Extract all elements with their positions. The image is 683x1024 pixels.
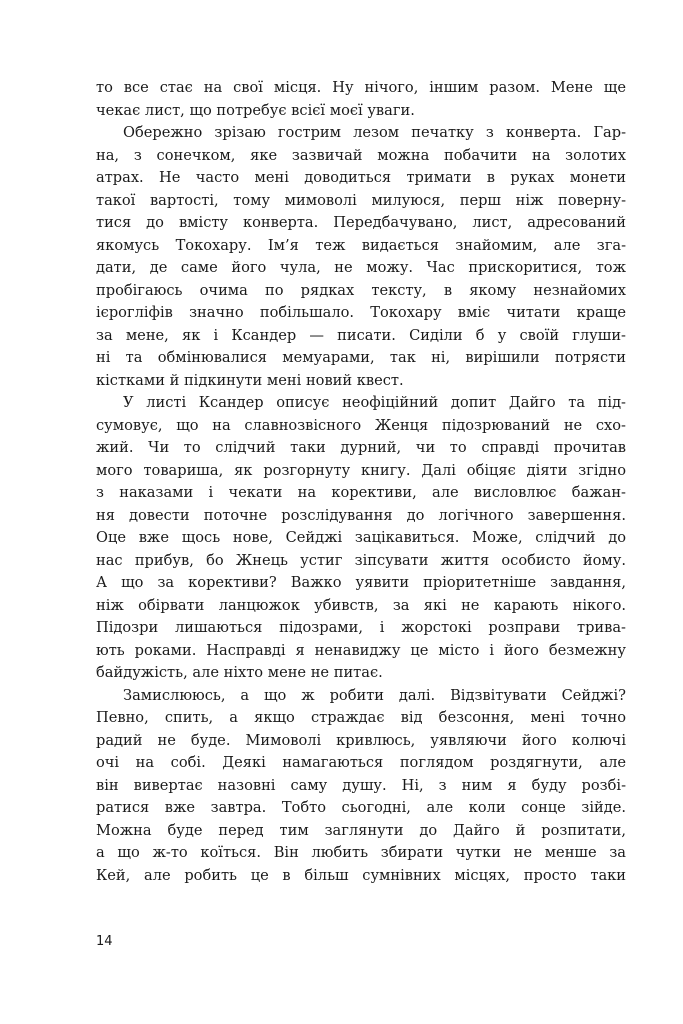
text-line: кістками й підкинути мені новий квест. [96,371,404,389]
text-line: Замислююсь, а що ж робити далі. Відзвітувати Сейджі? [123,686,626,704]
text-line: ратися вже завтра. Тобто сьогодні, але коли сонце зійде. [96,799,626,816]
page-body [96,77,626,887]
text-line: то все стає на свої місця. Ну нічого, іншим разом. Мене ще [96,79,626,96]
text-line: сумовує, що на славнозвісного Женця підозрюваний не схо- [96,416,626,434]
text-line: тися до вмісту конверта. Передбачувано, лист, адресований [96,214,626,231]
text-line: за мене, як і Ксандер — писати. Сиділи б у своїй глуши- [96,326,626,344]
text-line: Підозри лишаються підозрами, і жорстокі розправи трива- [96,619,626,636]
text-line: ієрогліфів значно побільшало. Токохару вміє читати краще [96,304,626,321]
text-line: такої вартості, тому мимоволі милуюся, перш ніж поверну- [96,191,626,209]
text-line: якомусь Токохару. Ім’я теж видається знайомим, але зга- [96,236,626,254]
text-line: У листі Ксандер описує неофіційний допит Дайго та під- [123,394,626,411]
text-line: ють роками. Насправді я ненавиджу це місто і його безмежну [96,641,626,659]
text-line: ні та обмінювалися мемуарами, так ні, вирішили потрясти [96,349,626,366]
text-line: на, з сонечком, яке зазвичай можна побачити на золотих [96,146,626,164]
text-line: жий. Чи то слідчий таки дурний, чи то справді прочитав [96,439,626,456]
text-line: з наказами і чекати на корективи, але висловлює бажан- [96,484,626,501]
text-line: ня довести поточне розслідування до логічного завершення. [96,506,626,524]
text-line: радий не буде. Мимоволі кривлюсь, уявляючи його колючі [96,731,626,749]
text-line: Обережно зрізаю гострим лезом печатку з конверта. Гар- [123,124,626,141]
text-line: очі на собі. Деякі намагаються поглядом роздягнути, але [96,754,626,771]
text-line: ніж обірвати ланцюжок убивств, за які не карають нікого. [96,596,626,614]
text-line: мого товариша, як розгорнуту книгу. Далі обіцяє діяти згідно [96,461,626,479]
text-line: чекає лист, що потребує всієї моєї уваги. [96,101,415,119]
text-line: А що за корективи? Важко уявити пріоритетніше завдання, [96,574,626,591]
text-line: байдужість, але ніхто мене не питає. [96,664,383,681]
text-line: він вивертає назовні саму душу. Ні, з ним я буду розбі- [96,776,626,794]
text-line: Можна буде перед тим заглянути до Дайго й розпитати, [96,821,626,839]
text-line: пробігаюсь очима по рядках тексту, в якому незнайомих [96,281,626,299]
text-line: Певно, спить, а якщо страждає від безсоння, мені точно [96,709,626,726]
text-line: атрах. Не часто мені доводиться тримати в руках монети [96,169,626,186]
text-line: Оце вже щось нове, Сейджі зацікавиться. Може, слідчий до [96,529,626,546]
page-number: 14 [96,934,113,949]
text-line: нас прибув, бо Жнець устиг зіпсувати життя особисто йому. [96,551,626,569]
text-line: а що ж-то коїться. Він любить збирати чутки не менше за [96,844,626,861]
text-line: дати, де саме його чула, не можу. Час прискоритися, тож [96,259,626,276]
text-line: Кей, але робить це в більш сумнівних місцях, просто таки [96,866,626,884]
